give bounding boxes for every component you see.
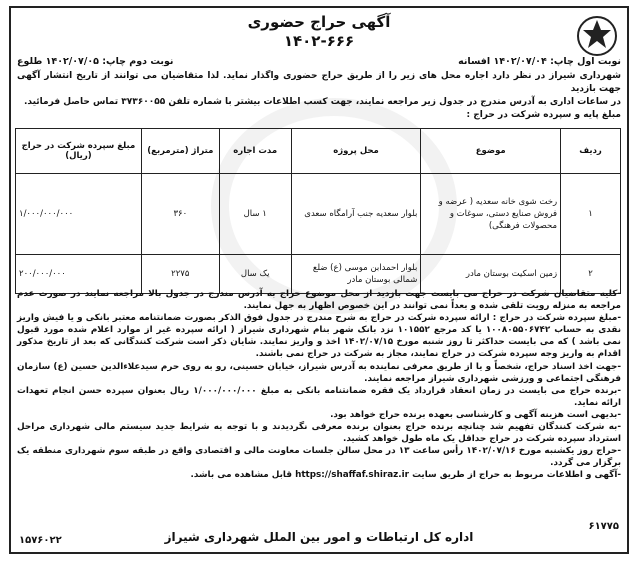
col-header-area: متراژ (مترمربع) <box>141 129 219 174</box>
intro-line: در ساعات اداری به آدرس مندرج در جدول زیر مراجعه نمایند، جهت کسب اطلاعات بیشتر با شماره تلفن ۳۷۳۶۰۰۵۵ تماس حاصل فرمائید. <box>23 97 621 107</box>
condition-item: -بدیهی است هزینه آگهی و کارشناسی بعهده برنده حراج خواهد بود. <box>330 409 621 420</box>
conditions-list <box>17 288 621 482</box>
ad-code: ۱۵۷۶۰۲۲ <box>19 535 62 546</box>
cell-location: بلوار احمدابن موسی (ع) ضلع شمالی بوستان مادر <box>291 255 421 294</box>
condition-item: -مبلغ سپرده شرکت در حراج : ارائه سپرده شرکت در حراج به شرح مندرج در جدول فوق الذکر بصورت ضمانتنامه معتبر بانکی و یا فیش واریز نقدی به حساب ۱۰۰۸۰۵۵۰۶۷۴۲ یا کد مرجع ۱۰۱۵۵۲ نزد بانک شهر بنام شهرداری شیراز ( ارائه سپرده غیر از موارد اعلام شده مورد قبول نمی باشد ) که می بایست حداکثر تا روز شنبه مورخ ۱۴۰۲/۰۷/۱۵ اخذ و واریز نمایند. شایان ذکر است شرکت کنندگانی که بعد از تاریخ مذکور اقدام به واریز وجه سپرده شرکت در حراج نمایند، مجاز به شرکت در حراج نمی باشند. <box>17 313 622 360</box>
ad-page <box>9 6 629 554</box>
ad-code: ۶۱۷۷۵ <box>588 521 619 532</box>
condition-item: -آگهی و اطلاعات مربوط به حراج از طریق سایت https://shaffaf.shiraz.ir قابل مشاهده می باشد. <box>190 470 621 481</box>
intro-line: شهرداری شیراز در نظر دارد اجاره محل های زیر را از طریق حراج حضوری واگذار نماید. لذا متقاضیان می توانند از تاریخ انتشار آگهی جهت بازدید <box>17 71 621 94</box>
cell-row-number: ۲ <box>561 255 621 294</box>
cell-row-number: ۱ <box>561 174 621 255</box>
cell-lease-term: ۱ سال <box>219 174 291 255</box>
intro-line: مبلغ پایه و سپرده شرکت در حراج : <box>466 110 621 120</box>
intro-text <box>17 70 621 122</box>
table-header-row <box>16 129 621 174</box>
cell-area: ۲۲۷۵ <box>141 255 219 294</box>
cell-location: بلوار سعدیه جنب آرامگاه سعدی <box>291 174 421 255</box>
cell-lease-term: یک سال <box>219 255 291 294</box>
condition-item: -کلیه متقاضیان شرکت در حراج می بایست جهت بازدید از محل موضوع حراج به آدرس مندرج در جدول بالا مراجعه نمایند در صورت عدم مراجعه به منزله رویت تلقی شده و بعداً نمی توانند در این خصوص اظهار به جهل نمایند. <box>17 289 621 312</box>
auction-table <box>15 128 621 294</box>
cell-subject: زمین اسکیت بوستان مادر <box>421 255 561 294</box>
col-header-row-number: ردیف <box>561 129 621 174</box>
second-publish-date: نوبت دوم چاپ: ۱۴۰۲/۰۷/۰۵ طلوع <box>17 56 174 67</box>
cell-deposit: ۱/۰۰۰/۰۰۰/۰۰۰ <box>16 174 142 255</box>
col-header-location: محل پروژه <box>291 129 421 174</box>
condition-item: -جهت اخذ اسناد حراج، شخصاً و یا از طریق معرفی نماینده به آدرس شیراز، خیابان حسینی، رو به روی حرم سیدعلاءالدین حسین (ع) سازمان فرهنگی اجتماعی و ورزشی شهرداری شیراز مراجعه نمایند. <box>17 361 621 384</box>
title-block <box>11 12 627 50</box>
table-row <box>16 174 621 255</box>
condition-item: -برنده حراج می بایست در زمان انعقاد قرارداد یک فقره ضمانتنامه بانکی به مبلغ ۱/۰۰۰/۰۰۰/۰۰۰ ریال بعنوان سپرده حسن انجام تعهدات ارائه نماید. <box>17 385 621 408</box>
cell-deposit: ۲۰۰/۰۰۰/۰۰۰ <box>16 255 142 294</box>
condition-item: -به شرکت کنندگان تفهیم شد چنانچه برنده حراج بعنوان برنده معرفی نگردیدند و با توجه به شرایط جدید سیستم مالی شهرداری مراحل استرداد سپرده شرکت در حراج حداقل یک ماه طول خواهد کشید. <box>17 422 621 445</box>
col-header-lease-term: مدت اجاره <box>219 129 291 174</box>
cell-area: ۳۶۰ <box>141 174 219 255</box>
cell-subject: رخت شوی خانه سعدیه ( عرضه و فروش صنایع دستی، سوغات و محصولات فرهنگی) <box>421 174 561 255</box>
condition-item: -حراج روز یکشنبه مورخ ۱۴۰۲/۰۷/۱۶ رأس ساعت ۱۳ در محل سالن جلسات معاونت مالی و اقتصادی واقع در طبقه سوم شهرداری منطقه یک برگزار می گردد. <box>17 446 621 469</box>
ad-title: آگهی حراج حضوری <box>247 13 391 31</box>
col-header-deposit: مبلغ سپرده شرکت در حراج (ریال) <box>16 129 142 174</box>
first-publish-date: نوبت اول چاپ: ۱۴۰۲/۰۷/۰۴ افسانه <box>458 56 621 67</box>
col-header-subject: موضوع <box>421 129 561 174</box>
issuer-name: اداره کل ارتباطات و امور بین الملل شهرداری شیراز <box>164 530 474 544</box>
ad-number: ۱۴۰۲-۶۶۶ <box>283 32 355 50</box>
